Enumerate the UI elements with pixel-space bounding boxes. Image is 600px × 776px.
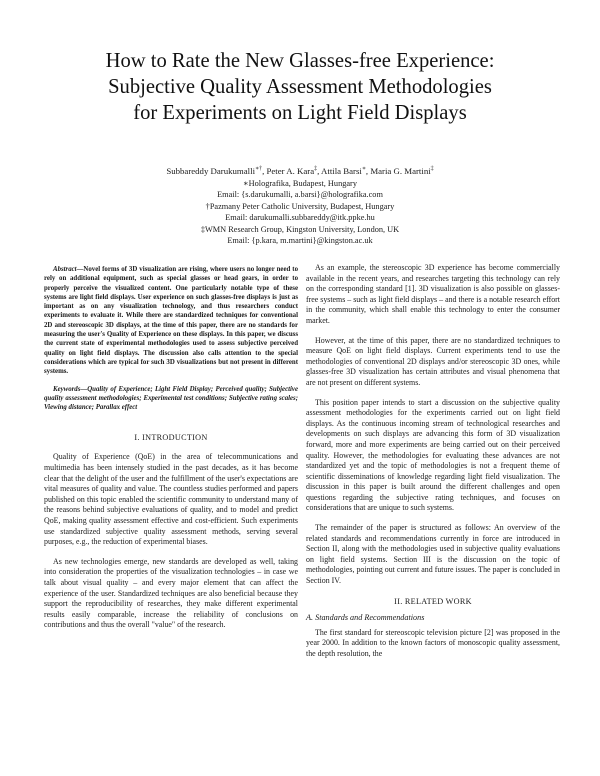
affiliation-line: ‡WMN Research Group, Kingston University, London, UK (200, 224, 400, 234)
body-paragraph: This position paper intends to start a discussion on the subjective quality assessment methodologies for the experiments carried out on light field displays. As the continuous incoming stream of technological researches and developments on such displays are advancing this form of 3D visualization forward, more and more experiments are being carried out on their perceived quality. However, the methodologies for evaluating these advances are not standardized yet and the topic of methodologies is not a frequent theme of scientific disseminations of knowledge regarding light field visualization. The discussion in this paper is built around the different challenges and open questions regarding the subjective rating techniques, and focuses on considerations that are unique to such systems. (306, 397, 560, 513)
body-paragraph: As new technologies emerge, new standards are developed as well, taking into consideration the properties of the visualization technologies – in case we talk about visual quality – and every major element that can affect the experience of the user. Standardized techniques are also beneficial because they support the reproducibility of researches, they make different experimental results easily comparable, increase the reliability of conclusions on contributions and thus the overall "value" of the research. (44, 556, 298, 630)
section-heading-introduction: I. INTRODUCTION (134, 433, 208, 443)
author-name: , Maria G. Martini (365, 166, 431, 176)
email-line: Email: darukumalli.subbareddy@itk.ppke.hu (225, 213, 375, 222)
body-paragraph: Quality of Experience (QoE) in the area of telecommunications and multimedia has been intensely studied in the past decades, as it has become clear that the delight of the user and the fulfillment of the user's expectations are vital measures of quality and value. The countless studies performed and papers published on this topic enabled the scientific community to understand many of the reasons behind subjective evaluations of quality, and to model and predict QoE, making quality assessment effective and cost-efficient. Such experiments use standardized subjective quality assessment methods, serving several purposes, e.g., the reduction of experimental biases. (44, 452, 298, 547)
paper-title (40, 48, 560, 126)
email-line: Email: {s.darukumalli, a.barsi}@holografika.com (217, 190, 383, 199)
author-affiliation-mark: ‡ (314, 166, 318, 173)
author-name: , Peter A. Kara (262, 166, 315, 176)
author-affiliation-mark: ∗ (361, 166, 366, 173)
affiliation-line: ∗Holografika, Budapest, Hungary (243, 178, 357, 188)
author-name: Subbareddy Darukumalli (166, 166, 256, 176)
author-list (80, 165, 520, 178)
affiliation-line: †Pazmany Peter Catholic University, Budapest, Hungary (205, 201, 395, 211)
keywords: Keywords—Quality of Experience; Light Field Display; Perceived quality; Subjective quality assessment methodologies; Experimental test conditions; Subjective rating scales; Viewing distance; Parallax effect (44, 385, 298, 412)
title-line: Subjective Quality Assessment Methodologies (108, 76, 492, 98)
author-affiliation-mark: ‡ (430, 166, 434, 173)
title-line: How to Rate the New Glasses-free Experience: (105, 50, 495, 72)
body-paragraph: The first standard for stereoscopic television picture [2] was proposed in the year 2000. In addition to the known factors of monoscopic quality assessment, the depth resolution, the (306, 627, 560, 658)
abstract-text: —Novel forms of 3D visualization are rising, where users no longer need to rely on additional equipment, such as special glasses or head gears, in order to properly perceive the visualized content. One particularly notable type of these systems are light field displays. User experience on such glasses-free displays is just as important as on any visualization technology, and thus researchers conduct experiments to evaluate it. While there are standardized techniques for conventional 2D and stereoscopic 3D displays, at the time of this paper, there are no standards for measuring the user's Quality of Experience on these displays. In this paper, we discuss the current state of experimental methodologies used to assess subjective perceived quality on light field displays. The discussion also calls attention to the special considerations which are typical for such 3D visualizations but not present in different systems. (44, 266, 298, 376)
abstract-lead: Abstract (53, 266, 77, 273)
right-column (306, 263, 560, 659)
title-line: for Experiments on Light Field Displays (133, 102, 467, 124)
body-paragraph: The remainder of the paper is structured as follows: An overview of the related standards and recommendations currently in force are introduced in Section II, along with the methodologies used in subjective quality evaluations on light field systems. Section III is the discussion on the topic of methodologies, pointing out current and future issues. The paper is concluded in Section IV. (306, 523, 560, 586)
author-name: , Attila Barsi (317, 166, 362, 176)
body-paragraph: However, at the time of this paper, there are no standardized techniques to measure QoE on light field displays. Current experiments tend to use the methodologies of conventional 2D displays and/or stereoscopic 3D ones, while glasses-free 3D visualization has certain attributes and visual phenomena that are not present on different systems. (306, 335, 560, 387)
left-column (44, 265, 298, 631)
abstract (44, 265, 298, 377)
subsection-heading-standards: A. Standards and Recommendations (306, 612, 425, 622)
author-block (80, 165, 520, 247)
body-paragraph: As an example, the stereoscopic 3D experience has become commercially available in the recent years, and researches targeting this technology can rely on the corresponding standard [1]. 3D visualization is also possible on glasses-free systems – such as light field displays – and there is a notable research effort in the community, which shall enable this technology to enter the consumer market. (306, 263, 560, 325)
email-line: Email: {p.kara, m.martini}@kingston.ac.uk (227, 236, 373, 245)
section-heading-related-work: II. RELATED WORK (394, 596, 472, 606)
author-affiliation-mark: ∗† (255, 166, 263, 173)
